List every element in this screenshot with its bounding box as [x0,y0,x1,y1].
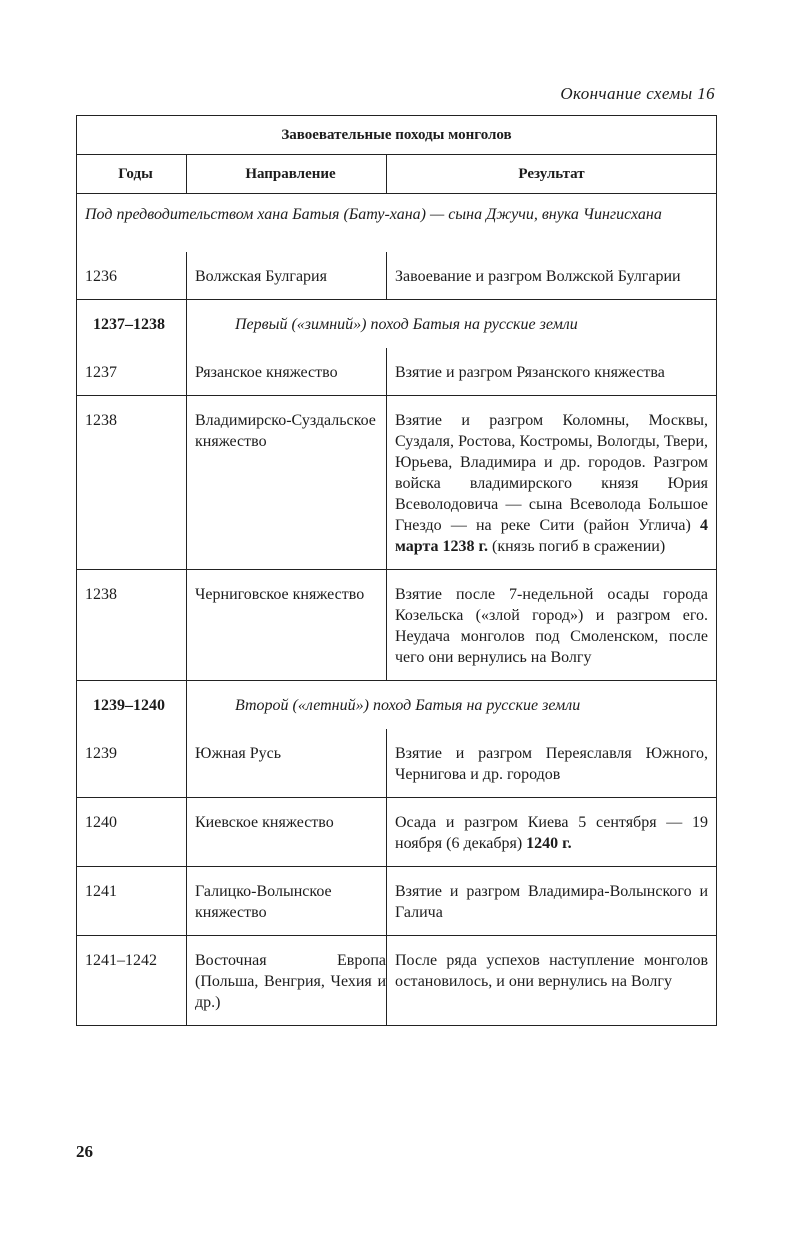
result-text: Осада и разгром Киева 5 сентября — 19 ноября (6 декабря) [395,814,708,852]
result-year: 1240 г. [526,835,572,852]
header-direction: Направление [187,155,387,194]
direction-cell: Южная Русь [187,729,387,798]
intro-row [77,194,717,253]
direction-cell: Владимирско-Суздальское княжество [187,396,387,570]
direction-cell: Галицко-Волынское княжество [187,867,387,936]
intro-text: Под предводительством хана Батыя (Бату-хана) — сына Джучи, внука Чингисхана [85,206,662,223]
period-row [77,681,717,730]
direction-cell: Волжская Булгария [187,252,387,300]
result-cell: Завоевание и разгром Волжской Булгарии [387,252,717,300]
table-row [77,396,717,570]
year-cell: 1239 [77,729,187,798]
mongol-campaigns-table [76,115,717,1026]
year-cell: 1236 [77,252,187,300]
result-cell: Взятие и разгром Владимира-Волынского и Галича [387,867,717,936]
result-cell [387,798,717,867]
header-row [77,155,717,194]
direction-cell: Рязанское княжество [187,348,387,396]
result-cell: Взятие после 7-недельной осады города Козельска («злой город») и разгром его. Неудача монголов под Смоленском, после чего они вернулись на Волгу [387,570,717,681]
scheme-caption: Окончание схемы 16 [560,84,715,103]
period-title: Первый («зимний») поход Батыя на русские земли [235,316,578,333]
period-years: 1237–1238 [93,316,165,333]
year-cell: 1240 [77,798,187,867]
result-cell [387,396,717,570]
table-row [77,570,717,681]
table-row [77,348,717,396]
table-row [77,936,717,1026]
year-cell: 1241–1242 [77,936,187,1026]
direction-cell: Черниговское княжество [187,570,387,681]
table-row [77,798,717,867]
period-years: 1239–1240 [93,697,165,714]
result-cell: Взятие и разгром Переяславля Южного, Чернигова и др. городов [387,729,717,798]
table-title: Завоевательные походы монголов [77,116,717,155]
direction-cell: Восточная Европа (Польша, Венгрия, Чехия и др.) [187,936,387,1026]
year-cell: 1237 [77,348,187,396]
header-result: Результат [387,155,717,194]
year-cell: 1241 [77,867,187,936]
table-row [77,252,717,300]
battle-date: 4 марта 1238 г. [395,517,709,555]
direction-cell: Киевское княжество [187,798,387,867]
period-title: Второй («летний») поход Батыя на русские земли [235,697,581,714]
result-cell: Взятие и разгром Рязанского княжества [387,348,717,396]
page-number: 26 [76,1142,93,1161]
table-row [77,729,717,798]
result-cell: После ряда успехов наступление монголов остановилось, и они вернулись на Волгу [387,936,717,1026]
result-note: (князь погиб в сражении) [492,538,666,555]
table-row [77,867,717,936]
year-cell: 1238 [77,396,187,570]
period-row [77,300,717,349]
header-years: Годы [77,155,187,194]
result-text: Взятие и разгром Коломны, Москвы, Суздаля, Ростова, Костромы, Вологды, Твери, Юрьева, Владимира и др. городов. Разгром войска владимирского князя Юрия Всеволодовича — сына Всеволода Большое Гнездо — на реке Сити (район Углича) [395,412,708,534]
year-cell: 1238 [77,570,187,681]
